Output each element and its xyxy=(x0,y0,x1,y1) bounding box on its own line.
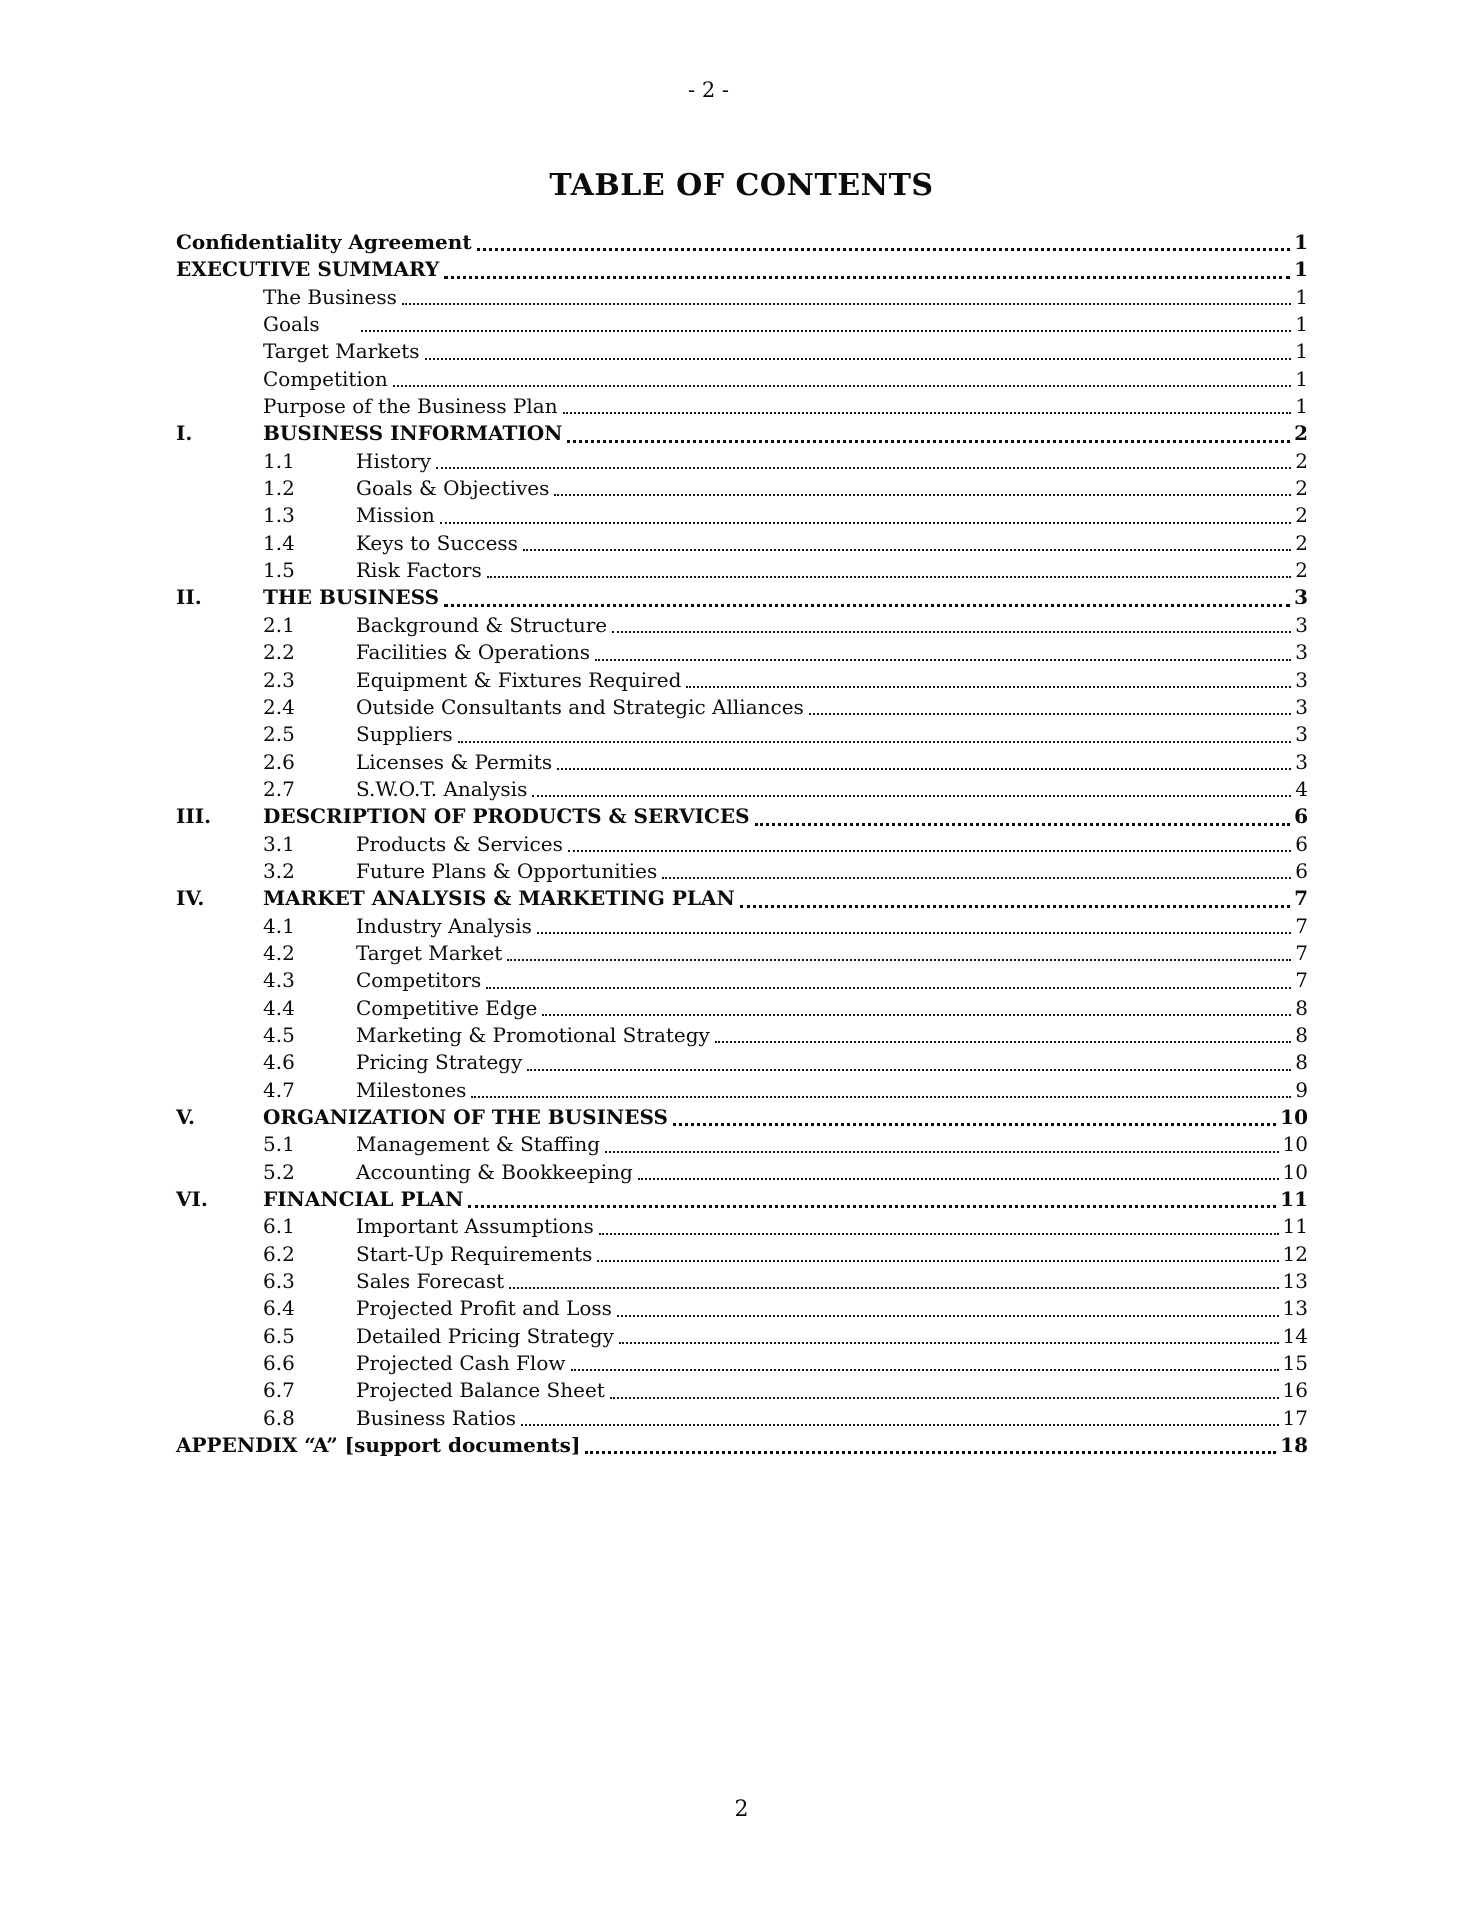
toc-entry xyxy=(176,530,1308,557)
dot-leader xyxy=(523,549,1291,551)
toc-entry-page: 3 xyxy=(1295,612,1308,637)
toc-entry-label: Important Assumptions xyxy=(356,1214,594,1239)
toc-entry-page: 10 xyxy=(1282,1159,1308,1184)
toc-entry-page: 10 xyxy=(1280,1105,1308,1129)
dot-leader xyxy=(444,604,1290,607)
toc-entry-label: Competitors xyxy=(356,968,482,993)
toc-entry-number: 4.6 xyxy=(263,1050,295,1075)
toc-entry-label: Management & Staffing xyxy=(356,1132,601,1157)
toc-entry-number: 3.1 xyxy=(263,831,295,856)
dot-leader xyxy=(617,1315,1279,1317)
toc-entry-number: 2.4 xyxy=(263,694,295,719)
toc-entry-page: 13 xyxy=(1282,1296,1308,1321)
toc-entry-label: ORGANIZATION OF THE BUSINESS xyxy=(263,1105,668,1129)
toc-entry xyxy=(176,420,1308,447)
toc-entry-label: Risk Factors xyxy=(356,558,482,583)
toc-entry xyxy=(176,448,1308,475)
toc-entry-page: 1 xyxy=(1295,366,1308,391)
toc-entry-page: 4 xyxy=(1295,776,1308,801)
toc-entry xyxy=(176,1350,1308,1377)
toc-entry xyxy=(176,1377,1308,1404)
dot-leader xyxy=(610,1397,1279,1399)
toc-entry-number: VI. xyxy=(176,1187,208,1212)
toc-entry-label: Marketing & Promotional Strategy xyxy=(356,1022,710,1047)
toc-entry-number: 2.1 xyxy=(263,612,295,637)
dot-leader xyxy=(532,795,1291,797)
toc-entry-page: 18 xyxy=(1280,1433,1308,1458)
toc-entry-number: IV. xyxy=(176,886,205,911)
toc-entry-label: Detailed Pricing Strategy xyxy=(356,1323,614,1348)
toc-entry-label: Industry Analysis xyxy=(356,913,532,938)
dot-leader xyxy=(542,1014,1291,1016)
dot-leader xyxy=(597,1260,1278,1262)
toc-entry-page: 1 xyxy=(1294,257,1308,282)
dot-leader xyxy=(477,248,1291,251)
toc-entry-label: Competitive Edge xyxy=(356,995,538,1020)
toc-entry-label: Start-Up Requirements xyxy=(356,1241,593,1266)
toc-entry xyxy=(176,1323,1308,1350)
toc-entry xyxy=(176,311,1308,338)
table-of-contents xyxy=(176,229,1308,1459)
toc-entry-label: Confidentiality Agreement xyxy=(176,230,472,254)
toc-entry xyxy=(176,557,1308,584)
dot-leader xyxy=(673,1123,1276,1126)
toc-entry xyxy=(176,338,1308,365)
dot-leader xyxy=(444,276,1290,279)
toc-entry-page: 6 xyxy=(1295,831,1308,856)
dot-leader xyxy=(425,358,1292,360)
toc-entry-page: 8 xyxy=(1295,1022,1308,1047)
toc-entry-page: 15 xyxy=(1282,1351,1308,1376)
toc-entry-label: Target Markets xyxy=(263,339,420,364)
toc-entry-number: 4.5 xyxy=(263,1022,295,1047)
toc-entry-number: 4.4 xyxy=(263,995,295,1020)
toc-entry-number: 2.2 xyxy=(263,640,295,665)
toc-entry-page: 2 xyxy=(1295,530,1308,555)
dot-leader xyxy=(554,494,1291,496)
toc-entry-page: 11 xyxy=(1282,1214,1308,1239)
toc-entry-page: 7 xyxy=(1294,886,1308,911)
dot-leader xyxy=(440,522,1292,524)
toc-entry-page: 8 xyxy=(1295,1050,1308,1075)
toc-entry-number: 2.3 xyxy=(263,667,295,692)
dot-leader xyxy=(563,412,1292,414)
toc-entry-label: MARKET ANALYSIS & MARKETING PLAN xyxy=(263,886,735,911)
toc-entry-number: III. xyxy=(176,804,212,829)
toc-entry-page: 1 xyxy=(1295,394,1308,419)
toc-entry-label: History xyxy=(356,448,432,473)
toc-entry-label: BUSINESS INFORMATION xyxy=(263,421,563,446)
toc-entry-number: 2.7 xyxy=(263,776,295,801)
toc-entry-page: 10 xyxy=(1282,1132,1308,1157)
dot-leader xyxy=(402,303,1291,305)
dot-leader xyxy=(599,1233,1279,1235)
dot-leader xyxy=(527,1069,1291,1071)
toc-entry xyxy=(176,1405,1308,1432)
toc-entry-page: 3 xyxy=(1295,694,1308,719)
toc-entry-number: 1.1 xyxy=(263,448,295,473)
toc-entry-page: 7 xyxy=(1295,968,1308,993)
toc-entry-number: 6.5 xyxy=(263,1323,295,1348)
toc-entry-number: 4.3 xyxy=(263,968,295,993)
header-page-number: - 2 - xyxy=(688,78,729,102)
dot-leader xyxy=(740,905,1290,908)
toc-entry-label: Projected Cash Flow xyxy=(356,1351,566,1376)
toc-entry-label: APPENDIX “A” [support documents] xyxy=(176,1433,581,1458)
toc-entry-number: 3.2 xyxy=(263,858,295,883)
toc-entry-label: Licenses & Permits xyxy=(356,749,553,774)
toc-entry-number: 2.5 xyxy=(263,722,295,747)
dot-leader xyxy=(509,1287,1278,1289)
page-title: TABLE OF CONTENTS xyxy=(549,168,934,203)
toc-entry xyxy=(176,502,1308,529)
toc-entry xyxy=(176,967,1308,994)
toc-entry xyxy=(176,284,1308,311)
toc-entry-label: Facilities & Operations xyxy=(356,640,591,665)
toc-entry-page: 2 xyxy=(1295,476,1308,501)
dot-leader xyxy=(468,1205,1276,1208)
toc-entry-label: Projected Profit and Loss xyxy=(356,1296,612,1321)
toc-entry-page: 6 xyxy=(1294,804,1308,829)
toc-entry xyxy=(176,831,1308,858)
toc-entry-label: EXECUTIVE SUMMARY xyxy=(176,257,440,282)
toc-entry-number: 5.1 xyxy=(263,1132,295,1157)
toc-entry xyxy=(176,366,1308,393)
toc-entry-label: Goals xyxy=(263,312,320,337)
toc-entry-number: 6.2 xyxy=(263,1241,295,1266)
toc-entry xyxy=(176,667,1308,694)
dot-leader xyxy=(605,1151,1279,1153)
toc-entry-page: 7 xyxy=(1295,940,1308,965)
toc-entry-number: 6.4 xyxy=(263,1296,295,1321)
toc-entry-page: 1 xyxy=(1295,312,1308,337)
toc-entry-label: Future Plans & Opportunities xyxy=(356,858,658,883)
dot-leader xyxy=(458,741,1292,743)
toc-entry xyxy=(176,1295,1308,1322)
toc-entry-number: 1.5 xyxy=(263,558,295,583)
toc-entry-page: 3 xyxy=(1294,585,1308,610)
toc-entry-number: 4.7 xyxy=(263,1077,295,1102)
toc-entry-page: 1 xyxy=(1295,339,1308,364)
toc-entry-label: S.W.O.T. Analysis xyxy=(356,776,528,801)
toc-entry-number: 6.6 xyxy=(263,1351,295,1376)
toc-entry-number: 2.6 xyxy=(263,749,295,774)
toc-entry-label: Target Market xyxy=(356,940,503,965)
toc-entry-page: 13 xyxy=(1282,1269,1308,1294)
toc-entry xyxy=(176,1104,1308,1131)
toc-entry-number: II. xyxy=(176,585,202,610)
toc-entry-number: 1.2 xyxy=(263,476,295,501)
toc-entry xyxy=(176,1186,1308,1213)
toc-entry-label: Projected Balance Sheet xyxy=(356,1378,605,1403)
toc-entry-label: Background & Structure xyxy=(356,612,608,637)
dot-leader xyxy=(595,659,1291,661)
toc-entry-label: THE BUSINESS xyxy=(263,585,440,610)
toc-entry-page: 3 xyxy=(1295,640,1308,665)
toc-entry-page: 2 xyxy=(1295,448,1308,473)
toc-entry-number: V. xyxy=(176,1105,195,1129)
toc-entry xyxy=(176,1022,1308,1049)
toc-entry-label: Milestones xyxy=(356,1077,467,1102)
toc-entry-label: Keys to Success xyxy=(356,530,518,555)
footer-page-number: 2 xyxy=(734,1797,749,1822)
dot-leader xyxy=(715,1041,1291,1043)
dot-leader xyxy=(568,850,1291,852)
toc-entry xyxy=(176,721,1308,748)
toc-entry-page: 9 xyxy=(1295,1077,1308,1102)
dot-leader xyxy=(486,987,1291,989)
dot-leader xyxy=(393,385,1292,387)
dot-leader xyxy=(612,631,1291,633)
toc-entry-page: 1 xyxy=(1295,284,1308,309)
dot-leader xyxy=(571,1369,1279,1371)
toc-entry-label: Products & Services xyxy=(356,831,563,856)
dot-leader xyxy=(537,932,1291,934)
toc-entry xyxy=(176,1077,1308,1104)
toc-entry-page: 14 xyxy=(1282,1323,1308,1348)
toc-entry-page: 8 xyxy=(1295,995,1308,1020)
toc-entry xyxy=(176,1268,1308,1295)
toc-entry xyxy=(176,749,1308,776)
toc-entry-label: Equipment & Fixtures Required xyxy=(356,667,682,692)
toc-entry xyxy=(176,229,1308,256)
dot-leader xyxy=(809,713,1291,715)
toc-entry-label: Goals & Objectives xyxy=(356,476,550,501)
dot-leader xyxy=(638,1178,1279,1180)
toc-entry-number: 4.2 xyxy=(263,940,295,965)
dot-leader xyxy=(471,1096,1291,1098)
toc-entry-number: 4.1 xyxy=(263,913,295,938)
toc-entry-label: Competition xyxy=(263,366,388,391)
toc-entry-label: The Business xyxy=(263,284,397,309)
toc-entry-number: 6.1 xyxy=(263,1214,295,1239)
dot-leader xyxy=(567,440,1290,443)
toc-entry-page: 3 xyxy=(1295,667,1308,692)
toc-entry-page: 2 xyxy=(1294,421,1308,446)
toc-entry-label: Outside Consultants and Strategic Alliances xyxy=(356,694,804,719)
toc-entry-number: 1.3 xyxy=(263,503,295,528)
toc-entry-label: Mission xyxy=(356,503,435,528)
toc-entry-page: 11 xyxy=(1280,1187,1308,1212)
toc-entry xyxy=(176,475,1308,502)
dot-leader xyxy=(487,576,1292,578)
toc-entry-label: Business Ratios xyxy=(356,1405,517,1430)
toc-entry xyxy=(176,612,1308,639)
toc-entry xyxy=(176,885,1308,912)
toc-entry-number: 5.2 xyxy=(263,1159,295,1184)
dot-leader xyxy=(585,1451,1276,1454)
dot-leader xyxy=(686,686,1291,688)
toc-entry xyxy=(176,858,1308,885)
toc-entry xyxy=(176,776,1308,803)
toc-entry xyxy=(176,940,1308,967)
dot-leader xyxy=(361,330,1291,332)
dot-leader xyxy=(507,959,1291,961)
toc-entry xyxy=(176,803,1308,830)
toc-entry-number: 1.4 xyxy=(263,530,295,555)
toc-entry-page: 2 xyxy=(1295,558,1308,583)
toc-entry xyxy=(176,639,1308,666)
dot-leader xyxy=(662,877,1291,879)
dot-leader xyxy=(521,1424,1279,1426)
toc-entry-number: 6.8 xyxy=(263,1405,295,1430)
dot-leader xyxy=(557,768,1291,770)
toc-entry-number: 6.7 xyxy=(263,1378,295,1403)
toc-entry-page: 7 xyxy=(1295,913,1308,938)
toc-entry-label: DESCRIPTION OF PRODUCTS & SERVICES xyxy=(263,804,750,829)
toc-entry-page: 16 xyxy=(1282,1378,1308,1403)
dot-leader xyxy=(619,1342,1279,1344)
toc-entry xyxy=(176,584,1308,611)
toc-entry-number: 6.3 xyxy=(263,1269,295,1294)
toc-entry-label: Suppliers xyxy=(356,722,453,747)
toc-entry xyxy=(176,1131,1308,1158)
toc-entry xyxy=(176,1049,1308,1076)
toc-entry-label: Accounting & Bookkeeping xyxy=(356,1159,633,1184)
toc-entry-label: Purpose of the Business Plan xyxy=(263,394,558,419)
toc-entry xyxy=(176,694,1308,721)
toc-entry-label: Sales Forecast xyxy=(356,1269,505,1294)
toc-entry-number: I. xyxy=(176,421,193,446)
toc-entry xyxy=(176,1432,1308,1459)
toc-entry-page: 3 xyxy=(1295,722,1308,747)
toc-entry-page: 1 xyxy=(1294,230,1308,254)
toc-entry-page: 2 xyxy=(1295,503,1308,528)
dot-leader xyxy=(755,823,1290,826)
toc-entry-page: 12 xyxy=(1282,1241,1308,1266)
toc-entry xyxy=(176,995,1308,1022)
toc-entry-label: Pricing Strategy xyxy=(356,1050,523,1075)
toc-entry xyxy=(176,1241,1308,1268)
toc-entry xyxy=(176,256,1308,283)
toc-entry-label: FINANCIAL PLAN xyxy=(263,1187,464,1212)
toc-entry xyxy=(176,1159,1308,1186)
toc-entry xyxy=(176,1213,1308,1240)
toc-entry-page: 6 xyxy=(1295,858,1308,883)
dot-leader xyxy=(436,467,1291,469)
toc-entry xyxy=(176,393,1308,420)
toc-entry-page: 3 xyxy=(1295,749,1308,774)
toc-entry-page: 17 xyxy=(1282,1405,1308,1430)
toc-entry xyxy=(176,913,1308,940)
